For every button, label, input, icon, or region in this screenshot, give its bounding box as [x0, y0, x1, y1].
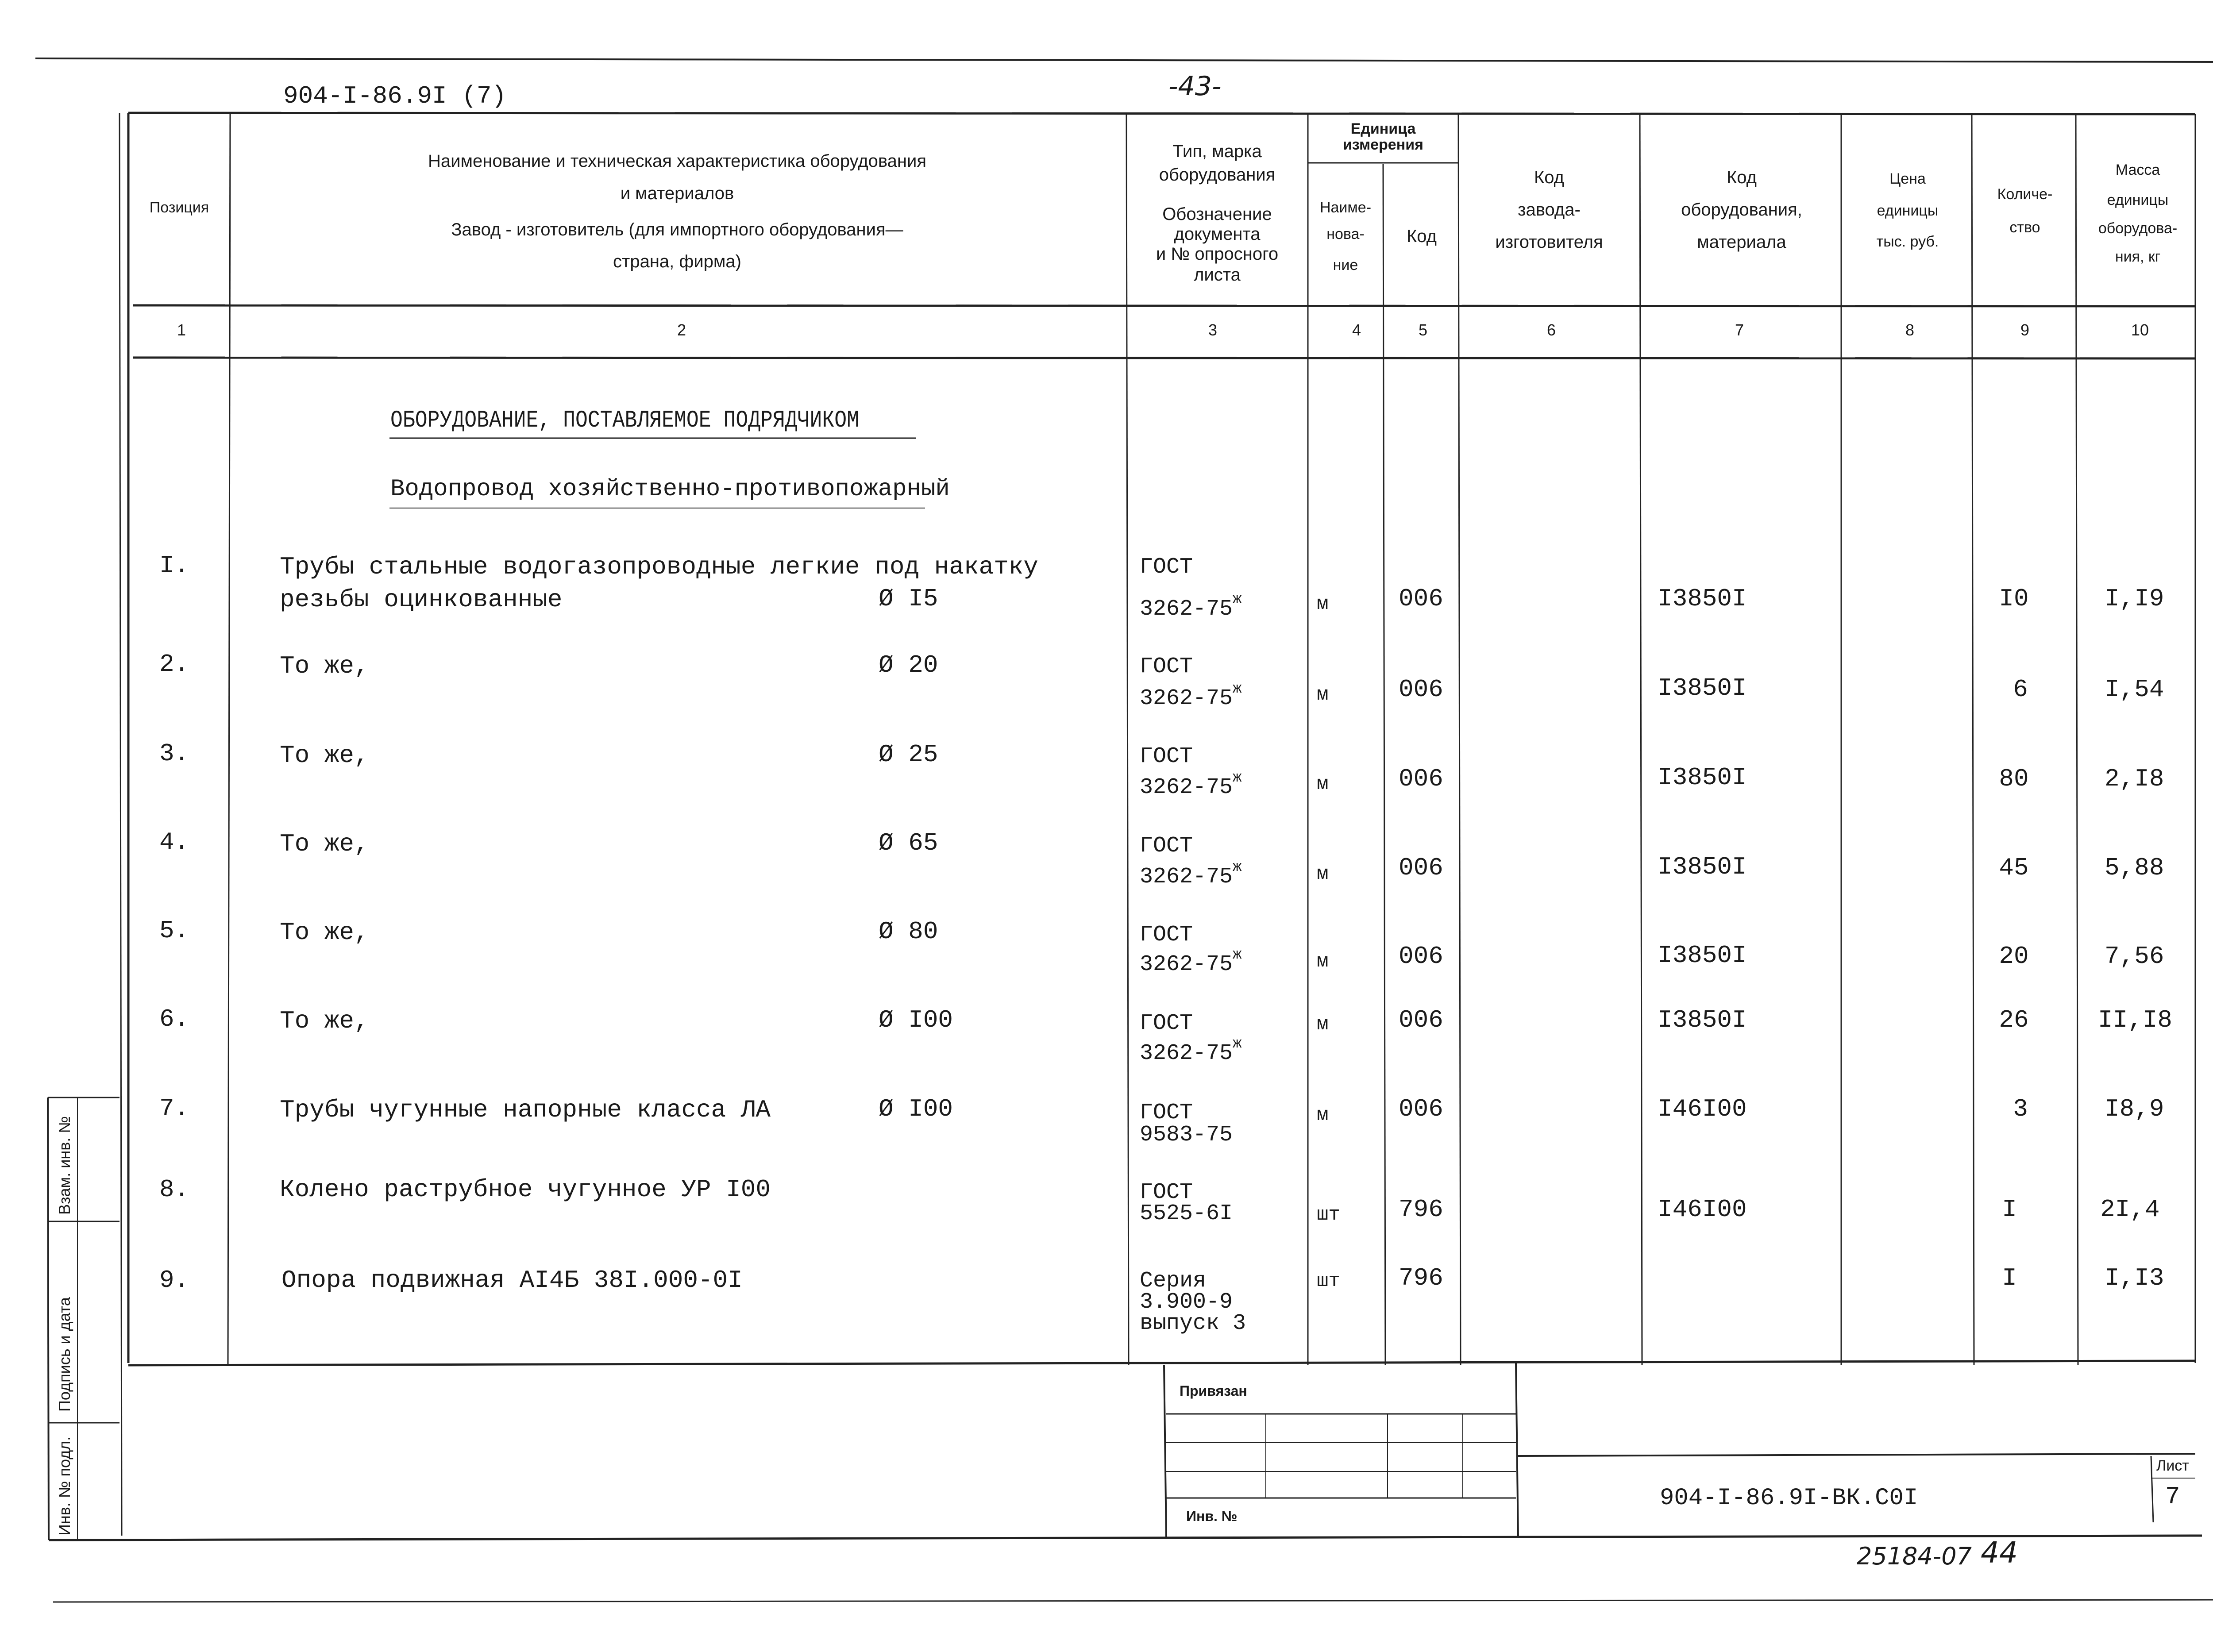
header-type-line4: документа — [1174, 224, 1261, 244]
row-quantity: I — [2002, 1264, 2017, 1292]
header-plant-code-line2: завода- — [1518, 200, 1581, 219]
row-mass: I,I3 — [2105, 1264, 2164, 1292]
row-material-code: I3850I — [1658, 941, 1747, 970]
row-quantity: 45 — [1999, 854, 2029, 882]
column-number-2: 2 — [677, 321, 686, 339]
header-plant-code-line3: изготовителя — [1495, 232, 1603, 252]
row-doc-line2: $3262-75^ж$ — [1140, 770, 1242, 800]
row-unit: шт — [1317, 1204, 1340, 1226]
document-code-top: 904-I-86.9I (7) — [283, 82, 507, 110]
header-mass-line1: Масса — [2115, 162, 2160, 178]
section-title: ОБОРУДОВАНИЕ, ПОСТАВЛЯЕМОЕ ПОДРЯДЧИКОМ — [390, 407, 860, 434]
row-position: 2. — [159, 650, 189, 678]
row-mass: 5,88 — [2105, 854, 2164, 882]
row-unit-code: 006 — [1399, 1006, 1443, 1034]
row-unit-code: 006 — [1399, 765, 1443, 793]
header-quantity-line2: ство — [2009, 219, 2040, 236]
row-quantity: 80 — [1999, 765, 2029, 793]
row-mass: II,I8 — [2098, 1006, 2173, 1034]
row-quantity: 3 — [2013, 1095, 2028, 1123]
row-quantity: I0 — [1999, 585, 2029, 613]
row-mass: 2,I8 — [2105, 765, 2164, 793]
header-type-line3: Обозначение — [1162, 204, 1272, 224]
row-unit: м — [1317, 773, 1329, 795]
row-doc-line1: ГОСТ — [1140, 922, 1193, 947]
header-type-line1: Тип, марка — [1172, 142, 1262, 161]
row-mass: I,54 — [2105, 675, 2164, 704]
row-unit: м — [1317, 1013, 1329, 1036]
header-material-code-line1: Код — [1726, 168, 1757, 187]
section-subtitle: Водопровод хозяйственно-противопожарный — [390, 476, 950, 503]
row-position: 7. — [159, 1094, 189, 1123]
header-unit-name-line3: ние — [1333, 257, 1358, 273]
row-name: То же, — [280, 918, 369, 947]
margin-label-signature-date: Подпись и дата — [55, 1297, 73, 1412]
header-mass-line2: единицы — [2107, 192, 2169, 208]
row-unit: м — [1317, 684, 1329, 706]
row-quantity: 26 — [1999, 1006, 2029, 1034]
column-number-10: 10 — [2131, 321, 2149, 339]
header-quantity-line1: Количе- — [1997, 186, 2053, 203]
column-number-3: 3 — [1208, 321, 1218, 339]
row-doc-line1: ГОСТ — [1140, 1011, 1193, 1036]
header-position: Позиция — [149, 199, 209, 216]
row-material-code: I3850I — [1658, 1006, 1747, 1034]
margin-label-replacement-inventory: Взам. инв. № — [55, 1116, 73, 1215]
row-name: То же, — [280, 830, 369, 858]
row-mass: 2I,4 — [2100, 1195, 2160, 1224]
row-doc-line3: выпуск 3 — [1140, 1311, 1246, 1336]
header-type-line2: оборудования — [1159, 165, 1276, 185]
archive-note: 25184-07 — [1857, 1542, 1972, 1570]
column-number-1: 1 — [177, 321, 186, 339]
sheet-label: Лист — [2156, 1457, 2189, 1474]
header-type-line5: и № опросного — [1156, 244, 1279, 264]
sheet-number: 7 — [2165, 1483, 2180, 1511]
header-price-line3: тыс. руб. — [1876, 233, 1939, 250]
archive-note-sheet: 44 — [1981, 1536, 2018, 1570]
row-mass: 7,56 — [2105, 942, 2164, 970]
row-diameter: Ø 20 — [879, 651, 938, 679]
header-name-line4: страна, фирма) — [613, 252, 741, 271]
row-doc-line1: ГОСТ — [1140, 555, 1193, 580]
row-unit: м — [1317, 593, 1329, 615]
row-diameter: Ø 65 — [879, 829, 938, 857]
header-name-line2: и материалов — [620, 184, 734, 203]
row-doc-line2: $3262-75^ж$ — [1140, 591, 1242, 622]
row-doc-line1: ГОСТ — [1140, 744, 1193, 769]
row-material-code: I3850I — [1658, 674, 1747, 702]
column-number-8: 8 — [1905, 321, 1915, 339]
row-quantity: 20 — [1999, 942, 2029, 970]
row-diameter: Ø I00 — [879, 1095, 953, 1123]
row-name: Трубы стальные водогазопроводные легкие под накатку — [280, 553, 1038, 581]
header-mass-line4: ния, кг — [2115, 248, 2161, 265]
header-name-line3: Завод - изготовитель (для импортного оборудования— — [451, 220, 903, 239]
row-name: То же, — [280, 652, 369, 680]
stamp-inventory-label: Инв. № — [1186, 1508, 1238, 1524]
row-position: I. — [159, 551, 189, 580]
row-mass: I,I9 — [2105, 585, 2164, 613]
row-doc-line1: ГОСТ — [1140, 833, 1193, 859]
header-price-line1: Цена — [1889, 170, 1926, 187]
column-number-5: 5 — [1418, 321, 1428, 339]
row-doc-line2: 9583-75 — [1140, 1122, 1233, 1148]
row-diameter: Ø 25 — [879, 740, 938, 769]
row-name-line2: резьбы оцинкованные — [280, 585, 563, 614]
row-mass: I8,9 — [2105, 1095, 2164, 1123]
row-doc-line2: $3262-75^ж$ — [1140, 681, 1242, 711]
header-unit-name-line2: нова- — [1326, 226, 1365, 243]
row-name: Трубы чугунные напорные класса ЛА — [280, 1096, 771, 1124]
row-doc-line1: Серия — [1140, 1268, 1207, 1294]
header-unit-code: Код — [1406, 227, 1437, 246]
header-unit-line2: измерения — [1343, 136, 1423, 153]
header-unit-name-line1: Наиме- — [1319, 199, 1372, 216]
row-position: 3. — [159, 739, 189, 768]
row-material-code: I3850I — [1658, 585, 1747, 613]
row-quantity: I — [2002, 1195, 2017, 1224]
row-name: То же, — [280, 1007, 369, 1035]
header-name-line1: Наименование и техническая характеристика оборудования — [428, 151, 926, 171]
row-unit: м — [1317, 863, 1329, 885]
row-name: Опора подвижная АI4Б 38I.000-0I — [281, 1266, 743, 1294]
header-type-line6: листа — [1194, 265, 1241, 285]
row-name: То же, — [280, 741, 369, 770]
stamp-attached-label: Привязан — [1180, 1383, 1247, 1399]
column-number-9: 9 — [2020, 321, 2030, 339]
row-unit-code: 006 — [1399, 675, 1443, 704]
row-position: 9. — [159, 1266, 189, 1294]
row-name: Колено раструбное чугунное УР I00 — [280, 1175, 771, 1204]
header-price-line2: единицы — [1877, 202, 1939, 219]
row-unit-code: 006 — [1399, 854, 1443, 882]
header-mass-line3: оборудова- — [2098, 220, 2178, 237]
row-unit-code: 006 — [1399, 585, 1443, 613]
row-unit: м — [1317, 951, 1329, 973]
row-unit: м — [1317, 1104, 1329, 1126]
row-material-code: I46I00 — [1658, 1095, 1747, 1123]
row-position: 5. — [159, 916, 189, 945]
row-doc-line2: 3.900-9 — [1140, 1290, 1233, 1315]
row-diameter: Ø 80 — [879, 917, 938, 946]
row-unit-code: 796 — [1399, 1264, 1443, 1292]
row-doc-line1: ГОСТ — [1140, 654, 1193, 679]
row-unit-code: 006 — [1399, 1095, 1443, 1123]
row-position: 6. — [159, 1005, 189, 1033]
column-number-4: 4 — [1352, 321, 1361, 339]
page-number: -43- — [1168, 71, 1222, 102]
row-material-code: I3850I — [1658, 853, 1747, 881]
row-doc-line2: $3262-75^ж$ — [1140, 947, 1242, 977]
row-doc-line2: $3262-75^ж$ — [1140, 859, 1242, 890]
row-diameter: Ø I00 — [879, 1006, 953, 1034]
header-material-code-line2: оборудования, — [1681, 200, 1802, 219]
row-material-code: I3850I — [1658, 763, 1747, 792]
row-doc-line1: ГОСТ — [1140, 1100, 1193, 1125]
header-unit-line1: Единица — [1350, 120, 1416, 137]
row-quantity: 6 — [2013, 675, 2028, 704]
document-code-bottom: 904-I-86.9I-ВК.С0I — [1660, 1485, 1918, 1512]
header-material-code-line3: материала — [1697, 232, 1786, 252]
margin-label-original-inventory: Инв. № подл. — [55, 1436, 73, 1536]
column-number-6: 6 — [1546, 321, 1556, 339]
row-doc-line1: ГОСТ — [1140, 1180, 1193, 1205]
row-doc-line2: 5525-6I — [1140, 1201, 1233, 1226]
row-position: 8. — [159, 1175, 189, 1204]
row-unit-code: 796 — [1399, 1195, 1443, 1224]
row-material-code: I46I00 — [1658, 1195, 1747, 1224]
row-diameter: Ø I5 — [879, 585, 938, 613]
row-doc-line2: $3262-75^ж$ — [1140, 1036, 1242, 1066]
row-position: 4. — [159, 828, 189, 856]
column-number-7: 7 — [1735, 321, 1744, 339]
header-plant-code-line1: Код — [1534, 168, 1565, 187]
row-unit-code: 006 — [1399, 942, 1443, 970]
row-unit: шт — [1317, 1270, 1340, 1292]
